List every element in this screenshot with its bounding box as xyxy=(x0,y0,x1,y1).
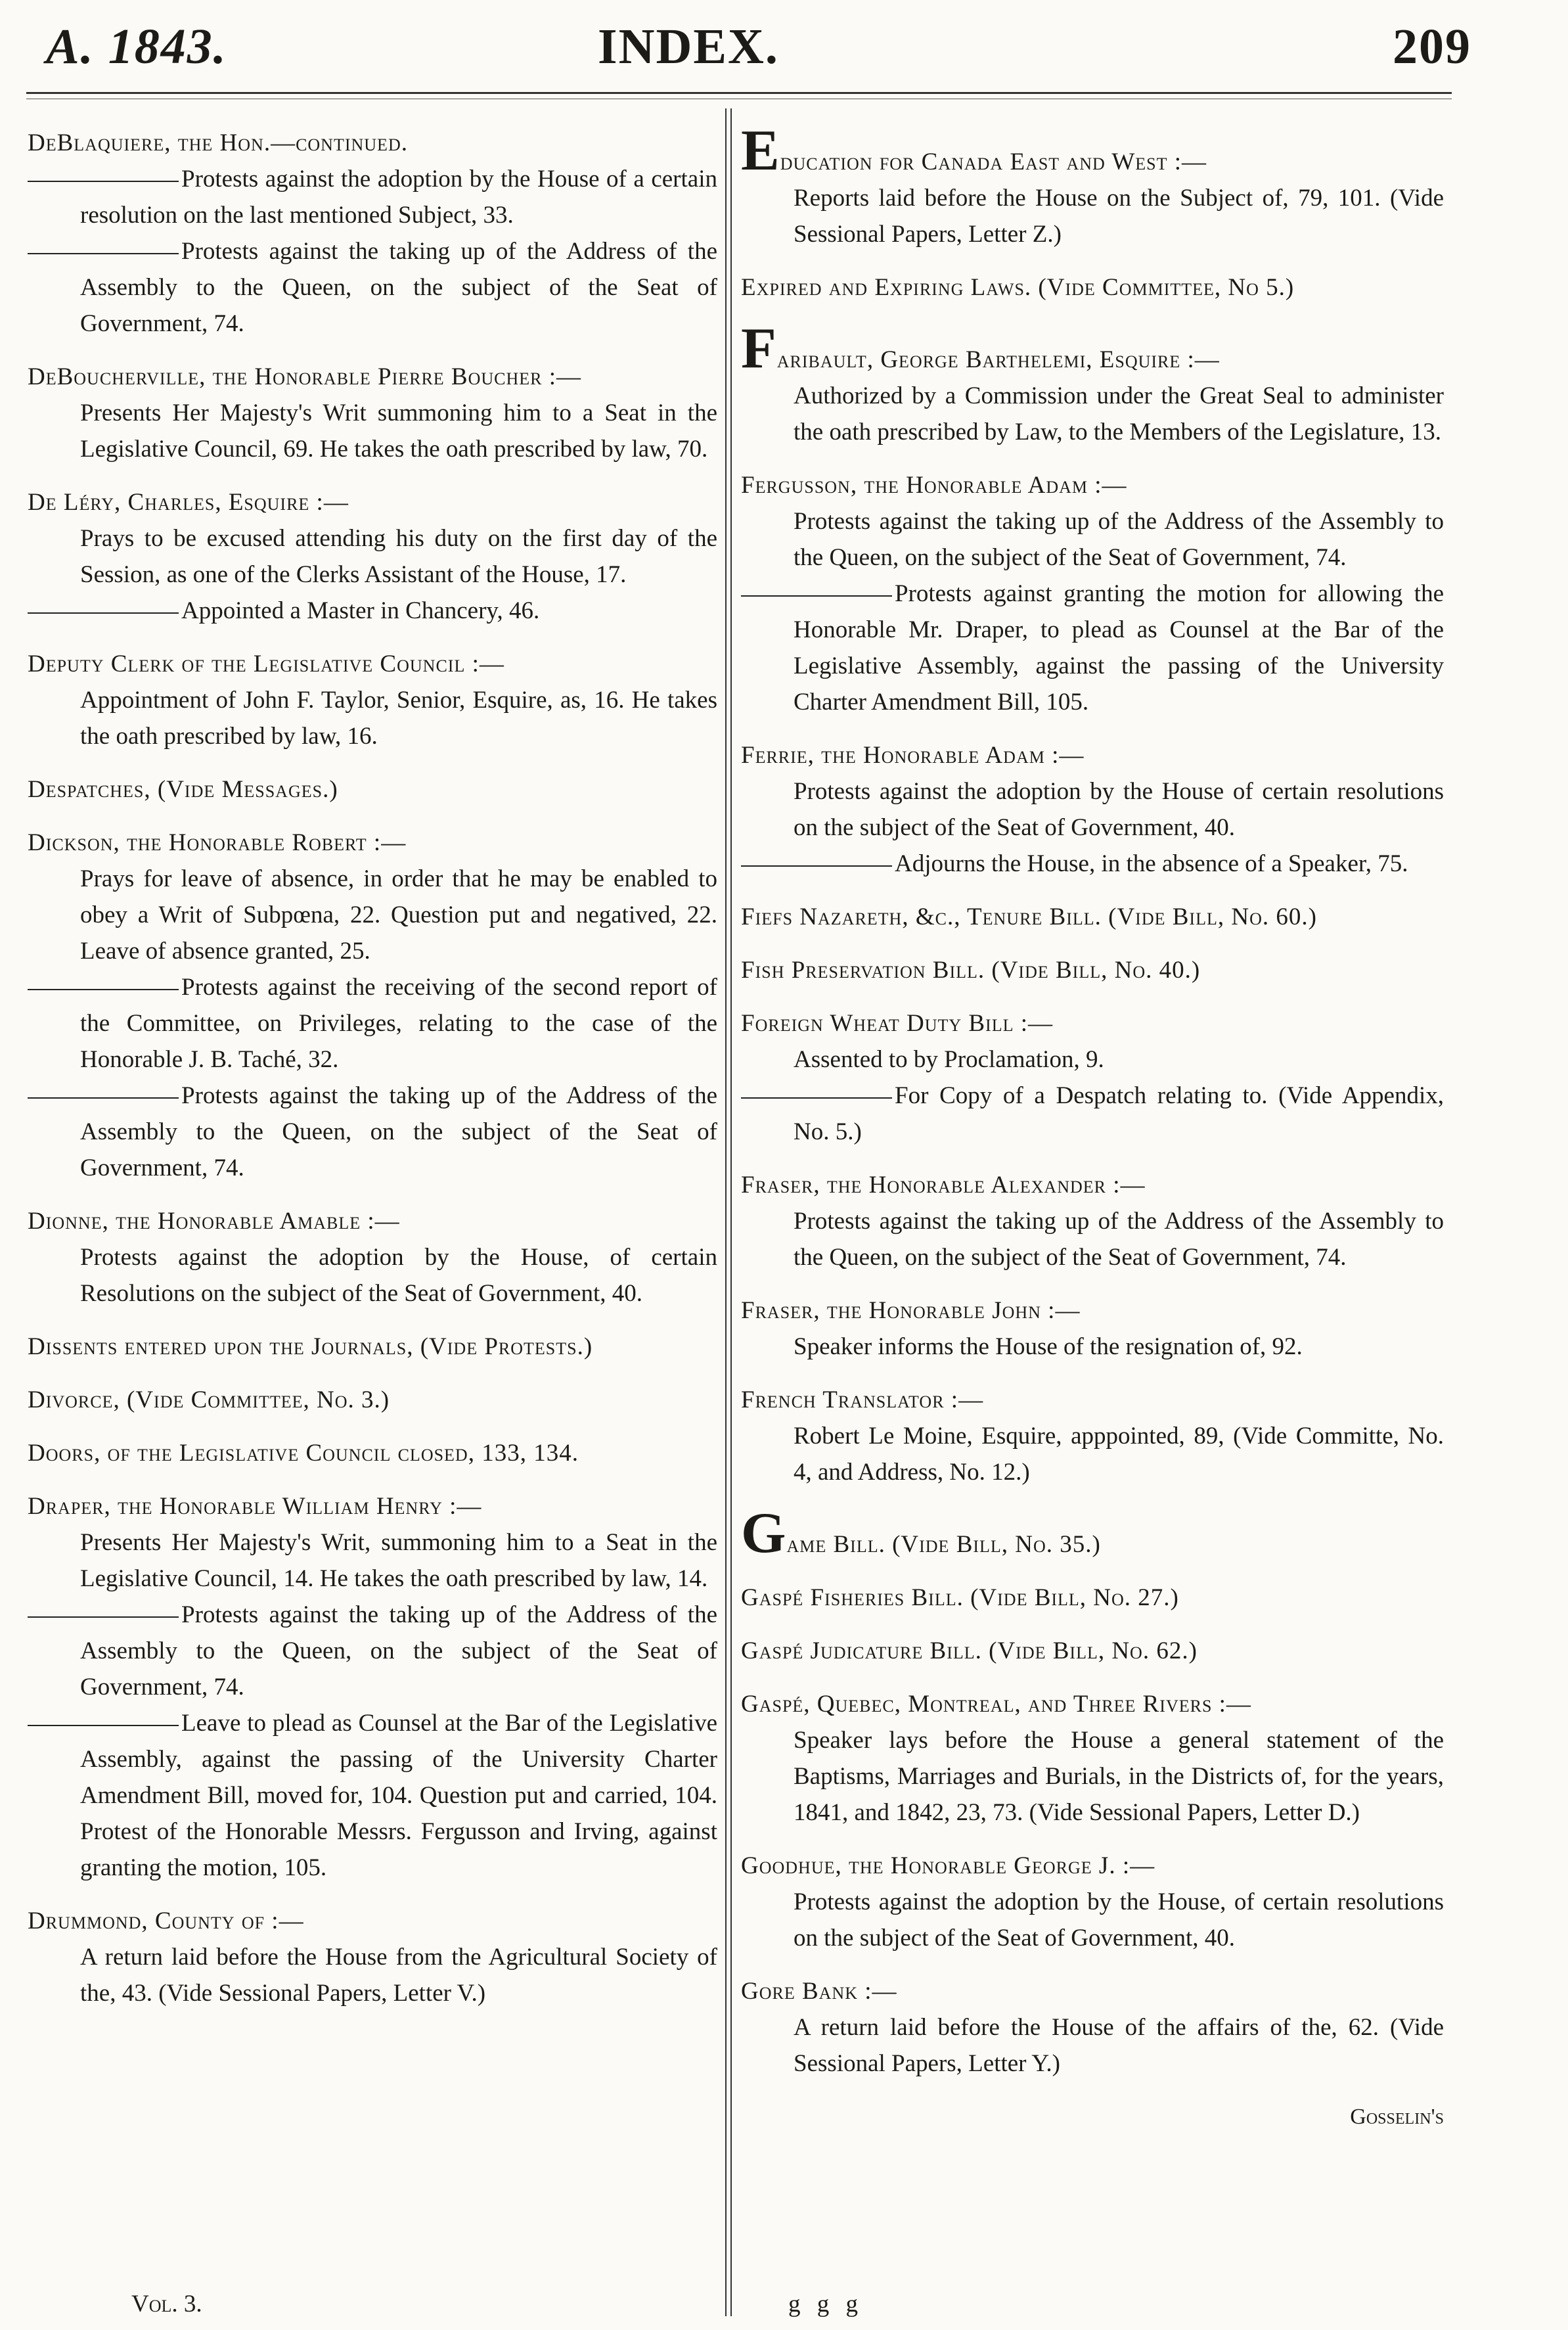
entry-subentry xyxy=(28,1705,717,1886)
index-entry xyxy=(741,952,1444,988)
header-title: INDEX. xyxy=(598,19,779,74)
index-entry xyxy=(741,1973,1444,2082)
entry-subentry xyxy=(28,233,717,342)
entry-subentry xyxy=(28,1078,717,1186)
entry-subentry xyxy=(28,161,717,233)
ditto-rule xyxy=(28,1097,179,1099)
subentry-text: Protests against the adoption by the House of a certain resolution on the last mentioned Subject, 33. xyxy=(80,166,717,229)
entry-subentry xyxy=(741,576,1444,720)
footer-volume: Vol. 3. xyxy=(131,2291,202,2318)
index-entry xyxy=(28,125,717,342)
index-entry xyxy=(741,1005,1444,1150)
entry-body: A return laid before the House of the affairs of the, 62. (Vide Sessional Papers, Letter Y.) xyxy=(794,2014,1444,2077)
entry-heading: Game Bill. (Vide Bill, No. 35.) xyxy=(741,1501,1101,1565)
index-entry xyxy=(28,1329,717,1365)
entry-body: Robert Le Moine, Esquire, apppointed, 89, (Vide Committe, No. 4, and Address, No. 12.) xyxy=(794,1423,1444,1486)
entry-heading: Draper, the Honorable William Henry :— xyxy=(28,1493,482,1520)
entry-body: Protests against the adoption by the House of certain resolutions on the subject of the Seat of Government, 40. xyxy=(794,778,1444,841)
entry-body: Prays to be excused attending his duty on the first day of the Session, as one of the Clerks Assistant of the House, 17. xyxy=(80,525,717,588)
index-entry xyxy=(741,269,1444,306)
entry-body: Reports laid before the House on the Subject of, 79, 101. (Vide Sessional Papers, Letter Z.) xyxy=(794,185,1444,248)
right-column xyxy=(741,119,1444,2135)
entry-heading: Expired and Expiring Laws. (Vide Committee, No 5.) xyxy=(741,274,1295,301)
index-entry xyxy=(28,1382,717,1418)
entry-body: Protests against the adoption by the House, of certain resolutions on the subject of the Seat of Government, 40. xyxy=(794,1888,1444,1952)
subentry-text: Protests against the receiving of the second report of the Committee, on Privileges, relating to the case of the Honorable J. B. Taché, 32. xyxy=(80,974,717,1073)
entry-heading: Dissents entered upon the Journals, (Vide Protests.) xyxy=(28,1333,593,1360)
entry-heading: French Translator :— xyxy=(741,1386,984,1413)
entry-heading: Fiefs Nazareth, &c., Tenure Bill. (Vide Bill, No. 60.) xyxy=(741,903,1317,930)
entry-heading: Gaspé Judicature Bill. (Vide Bill, No. 62.) xyxy=(741,1637,1198,1664)
entry-heading: Education for Canada East and West :— xyxy=(741,119,1207,183)
footer-signature: g g g xyxy=(788,2291,863,2318)
index-entry xyxy=(741,1292,1444,1365)
index-entry xyxy=(741,899,1444,935)
entry-subentry xyxy=(741,846,1444,882)
entry-heading: Ferrie, the Honorable Adam :— xyxy=(741,742,1085,769)
index-entry xyxy=(28,825,717,1186)
subentry-text: Protests against the taking up of the Address of the Assembly to the Queen, on the subject of the Seat of Government, 74. xyxy=(80,1601,717,1701)
page-header xyxy=(26,18,1471,91)
entry-heading: Fish Preservation Bill. (Vide Bill, No. 40.) xyxy=(741,957,1201,984)
index-entry xyxy=(28,1488,717,1886)
entry-body: A return laid before the House from the Agricultural Society of the, 43. (Vide Sessional Papers, Letter V.) xyxy=(80,1944,717,2007)
ditto-rule xyxy=(28,1725,179,1726)
index-entry xyxy=(28,484,717,629)
index-entry xyxy=(741,119,1444,252)
index-entry xyxy=(741,1382,1444,1490)
entry-body: Protests against the adoption by the House, of certain Resolutions on the subject of the Seat of Government, 40. xyxy=(80,1244,717,1307)
ditto-rule xyxy=(741,595,892,597)
entry-heading: Doors, of the Legislative Council closed, 133, 134. xyxy=(28,1440,579,1467)
index-entry xyxy=(28,1435,717,1471)
index-entry xyxy=(741,1848,1444,1956)
entry-heading: Fergusson, the Honorable Adam :— xyxy=(741,472,1127,499)
entry-heading: Gore Bank :— xyxy=(741,1978,897,2005)
entry-heading: Gaspé, Quebec, Montreal, and Three Rivers :— xyxy=(741,1691,1251,1718)
entry-heading: Gaspé Fisheries Bill. (Vide Bill, No. 27.) xyxy=(741,1584,1179,1611)
index-entry xyxy=(28,359,717,467)
index-entry xyxy=(741,737,1444,882)
index-entry xyxy=(741,1501,1444,1565)
entry-heading: Fraser, the Honorable John :— xyxy=(741,1297,1081,1324)
catchword: Gosselin's xyxy=(1350,2105,1444,2129)
entry-heading: Despatches, (Vide Messages.) xyxy=(28,776,338,803)
index-entry xyxy=(741,317,1444,450)
ditto-rule xyxy=(28,181,179,182)
header-page-number: 209 xyxy=(1393,19,1471,74)
entry-heading: De Léry, Charles, Esquire :— xyxy=(28,489,349,516)
header-year: A. 1843. xyxy=(46,19,227,74)
index-entry xyxy=(28,1203,717,1312)
entry-heading: Dickson, the Honorable Robert :— xyxy=(28,829,407,856)
entry-body: Speaker informs the House of the resignation of, 92. xyxy=(794,1333,1303,1360)
entry-heading: Faribault, George Barthelemi, Esquire :— xyxy=(741,317,1220,380)
ditto-rule xyxy=(28,612,179,614)
index-entry xyxy=(28,646,717,754)
index-entry xyxy=(741,1686,1444,1831)
entry-heading: Drummond, County of :— xyxy=(28,1907,304,1934)
entry-heading: Deputy Clerk of the Legislative Council :— xyxy=(28,651,504,677)
index-entry xyxy=(741,1167,1444,1275)
entry-heading: DeBoucherville, the Honorable Pierre Boucher :— xyxy=(28,363,582,390)
left-column xyxy=(28,125,717,2028)
entry-subentry xyxy=(741,1078,1444,1150)
header-rule xyxy=(26,92,1452,94)
entry-body: Authorized by a Commission under the Great Seal to administer the oath prescribed by Law, to the Members of the Legislature, 13. xyxy=(794,382,1444,445)
ditto-rule xyxy=(28,989,179,990)
subentry-text: Adjourns the House, in the absence of a Speaker, 75. xyxy=(895,850,1408,877)
index-entry xyxy=(28,771,717,808)
subentry-text: For Copy of a Despatch relating to. (Vide Appendix, No. 5.) xyxy=(794,1082,1444,1145)
subentry-text: Protests against the taking up of the Address of the Assembly to the Queen, on the subject of the Seat of Government, 74. xyxy=(80,238,717,337)
index-entry xyxy=(741,1580,1444,1616)
subentry-text: Leave to plead as Counsel at the Bar of the Legislative Assembly, against the passing of the University Charter Amendment Bill, moved for, 104. Question put and carried, 104. Protest of the Honorable Messrs. Fergusson and Irving, against granting the motion, 105. xyxy=(80,1710,717,1881)
entry-body: Presents Her Majesty's Writ summoning him to a Seat in the Legislative Council, 69. He takes the oath prescribed by law, 70. xyxy=(80,400,717,463)
index-entry xyxy=(741,1633,1444,1669)
entry-body: Speaker lays before the House a general statement of the Baptisms, Marriages and Burials, in the Districts of, for the years, 1841, and 1842, 23, 73. (Vide Sessional Papers, Letter D.) xyxy=(794,1727,1444,1826)
entry-heading: Divorce, (Vide Committee, No. 3.) xyxy=(28,1386,390,1413)
entry-heading: DeBlaquiere, the Hon.—continued. xyxy=(28,129,408,156)
entry-body: Assented to by Proclamation, 9. xyxy=(794,1046,1104,1073)
entry-body: Prays for leave of absence, in order that he may be enabled to obey a Writ of Subpœna, 22. Question put and negatived, 22. Leave of absence granted, 25. xyxy=(80,865,717,965)
ditto-rule xyxy=(741,865,892,867)
index-entry xyxy=(741,467,1444,720)
column-divider xyxy=(725,108,732,2316)
entry-heading: Fraser, the Honorable Alexander :— xyxy=(741,1172,1146,1199)
entry-subentry xyxy=(28,969,717,1078)
ditto-rule xyxy=(28,1616,179,1618)
entry-body: Appointment of John F. Taylor, Senior, Esquire, as, 16. He takes the oath prescribed by law, 16. xyxy=(80,687,717,750)
entry-heading: Dionne, the Honorable Amable :— xyxy=(28,1208,400,1235)
subentry-text: Protests against granting the motion for allowing the Honorable Mr. Draper, to plead as Counsel at the Bar of the Legislative Assembly, against the passing of the University Charter Amendment Bill, 105. xyxy=(794,580,1444,716)
ditto-rule xyxy=(741,1097,892,1099)
index-entry xyxy=(28,1903,717,2011)
entry-heading: Foreign Wheat Duty Bill :— xyxy=(741,1010,1054,1037)
entry-subentry xyxy=(28,593,717,629)
entry-subentry xyxy=(28,1597,717,1705)
entry-heading: Goodhue, the Honorable George J. :— xyxy=(741,1852,1155,1879)
entry-body: Protests against the taking up of the Address of the Assembly to the Queen, on the subject of the Seat of Government, 74. xyxy=(794,1208,1444,1271)
subentry-text: Appointed a Master in Chancery, 46. xyxy=(181,597,540,624)
ditto-rule xyxy=(28,253,179,254)
subentry-text: Protests against the taking up of the Address of the Assembly to the Queen, on the subject of the Seat of Government, 74. xyxy=(80,1082,717,1181)
entry-body: Protests against the taking up of the Address of the Assembly to the Queen, on the subject of the Seat of Government, 74. xyxy=(794,508,1444,571)
entry-body: Presents Her Majesty's Writ, summoning him to a Seat in the Legislative Council, 14. He takes the oath prescribed by law, 14. xyxy=(80,1529,717,1592)
